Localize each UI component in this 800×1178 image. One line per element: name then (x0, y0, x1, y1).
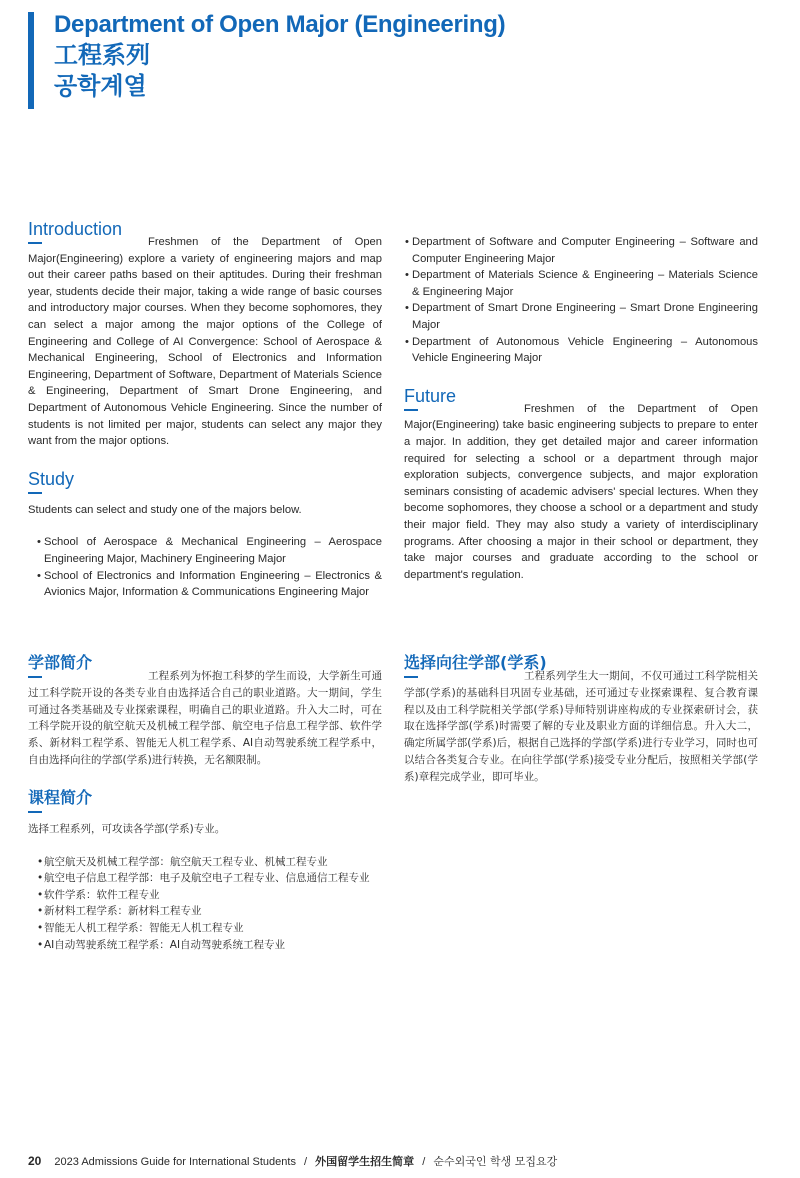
introduction-heading: Introduction (28, 218, 382, 242)
footer-separator: / (422, 1156, 426, 1168)
list-item: • School of Aerospace & Mechanical Engineering – Aerospace Engineering Major, Machinery Engineering Major (28, 534, 382, 567)
future-zh-heading: 选择向往学部(学系) (404, 652, 758, 676)
future-zh-body: 工程系列学生大一期间，不仅可通过工科学院相关学部(学系)的基础科目巩固专业基础，还可通过专业探索课程、复合教育课程以及由工科学院相关学部(学系)导师特别讲座构成的专业探索研讨会，获取在选择学部(学系)时需要了解的专业及职业方面的详细信息。升入大二，确定所属学部(学系)后，根据自己选择的学部(学系)进行专业学习，同时也可以结合各类复合专业。在向往学部(学系)接受专业分配后，按照相关学部(学系)章程完成学业，即可毕业。 (404, 670, 758, 783)
page-title-english: Department of Open Major (Engineering) (54, 11, 506, 38)
page-footer (28, 1153, 557, 1169)
future-heading: Future (404, 385, 758, 409)
study-list-part1 (28, 534, 382, 600)
future-body: Freshmen of the Department of Open Major(Engineering) take basic engineering subjects to prepare to enter a major. In addition, they get detailed major and career information required for selecting a school or a department through major exploration subjects, convergence subjects, and major exploration seminars consisting of academic advisers' special lectures. When they become sophomores, they choose a school or a department and study their major field. They may also study a variety of interdisciplinary programs. After choosing a major in their school or department, they take major courses and graduate according to the school or department's regulation. (404, 402, 758, 581)
footer-guide-english: 2023 Admissions Guide for International Students (54, 1156, 296, 1168)
list-item: • School of Electronics and Information Engineering – Electronics & Avionics Major, Information & Communications Engineering Major (28, 568, 382, 601)
introduction-body: Freshmen of the Department of Open Major(Engineering) explore a variety of engineering majors and map out their career paths based on their aptitudes. During their freshman year, students decide their major, taking a wide range of basic courses and introductory major courses. When they become sophomores, they can select a major among the major options of the College of Engineering and College of AI Convergence: School of Aerospace & Mechanical Engineering, School of Electronics and Information Engineering, Department of Software, Department of Materials Science & Engineering, Department of Smart Drone Engineering, and Department of Autonomous Vehicle Engineering. Since the number of students is not limited per major, students can select any major they want from the major options. (28, 236, 382, 448)
footer-separator: / (304, 1156, 308, 1168)
english-left-column (28, 218, 382, 601)
page-number: 20 (28, 1154, 42, 1168)
page-title-chinese: 工程系列 (54, 41, 150, 69)
list-item: • 航空航天及机械工程学部：航空航天工程专业、机械工程专业 (28, 854, 382, 871)
study-intro: Students can select and study one of the majors below. (28, 503, 302, 516)
list-item: • AI自动驾驶系统工程学系：AI自动驾驶系统工程专业 (28, 937, 382, 954)
list-item: • 新材料工程学系：新材料工程专业 (28, 903, 382, 920)
intro-zh-body: 工程系列为怀抱工科梦的学生而设，大学新生可通过工科学院开设的各类专业自由选择适合自己的职业道路。大一期间，学生可通过各类基础及专业探索课程，明确自己的职业道路。升入大二时，可在工科学院开设的航空航天及机械工程学部、航空电子信息工程学部、软件学系、新材料工程学系、智能无人机工程学系、AI自动驾驶系统工程学系中，自由选择向往的学部(学系)进行转换，无名额限制。 (28, 670, 382, 766)
course-zh-heading: 课程简介 (28, 787, 382, 811)
footer-guide-korean: 순수외국인 학생 모집요강 (433, 1155, 558, 1168)
list-item: • Department of Autonomous Vehicle Engineering – Autonomous Vehicle Engineering Major (396, 334, 758, 367)
intro-zh-heading: 学部简介 (28, 652, 382, 676)
list-item: • 智能无人机工程学系：智能无人机工程专业 (28, 920, 382, 937)
course-zh-intro: 选择工程系列，可攻读各学部(学系)专业。 (28, 822, 226, 835)
footer-guide-chinese: 外国留学生招生简章 (315, 1155, 415, 1168)
english-right-column (404, 234, 758, 583)
chinese-right-column (404, 652, 758, 786)
course-zh-list (28, 854, 382, 954)
page-title (54, 10, 505, 102)
list-item: • Department of Materials Science & Engineering – Materials Science & Engineering Major (396, 267, 758, 300)
list-item: • 航空电子信息工程学部：电子及航空电子工程专业、信息通信工程专业 (28, 870, 382, 887)
list-item: • Department of Smart Drone Engineering – Smart Drone Engineering Major (396, 300, 758, 333)
list-item: • 软件学系：软件工程专业 (28, 887, 382, 904)
page-title-korean: 공학계열 (54, 72, 147, 100)
study-list-part2 (396, 234, 758, 367)
list-item: • Department of Software and Computer Engineering – Software and Computer Engineering Major (396, 234, 758, 267)
study-heading: Study (28, 468, 382, 492)
title-accent-bar (28, 12, 34, 109)
chinese-left-column (28, 652, 382, 953)
